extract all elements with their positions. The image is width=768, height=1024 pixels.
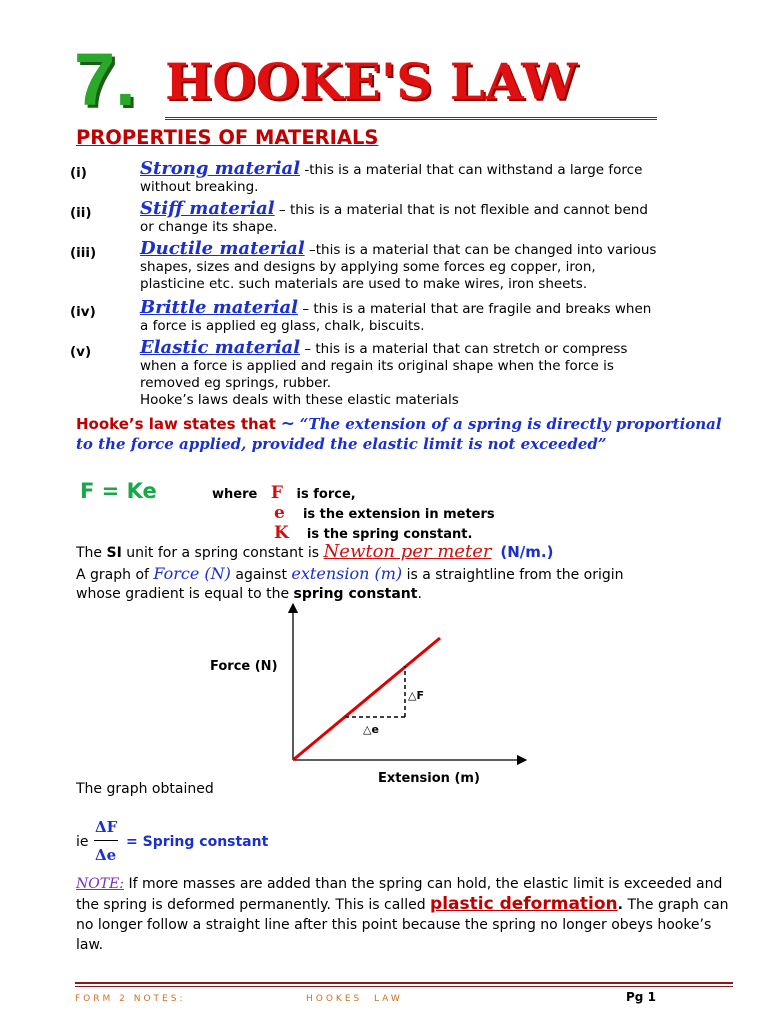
- graph-desc-line2-post: .: [417, 586, 422, 602]
- material-numeral: (iii): [70, 245, 97, 261]
- material-desc: this is a material that is not flexible and cannot bend: [289, 202, 648, 218]
- ratio-numerator: ΔF: [95, 818, 118, 836]
- x-axis-label: Extension (m): [378, 771, 480, 786]
- material-sep: –: [298, 301, 314, 317]
- fraction-bar: [94, 840, 118, 841]
- note-text1: If more masses are added than the spring can hold, the elastic limit is exceeded and the spring is deformed permanently. This is called: [76, 876, 723, 913]
- graph-desc-post: is a straightline from the origin: [402, 567, 624, 583]
- material-item: [140, 299, 730, 335]
- def-e: is the extension in meters: [302, 507, 495, 522]
- force-extension-graph: [200, 600, 530, 790]
- spring-constant-label: = Spring constant: [126, 834, 269, 850]
- section-heading: PROPERTIES OF MATERIALS: [76, 126, 379, 149]
- formula: F = Ke: [80, 479, 157, 503]
- material-sep: -: [300, 162, 310, 178]
- ie-label: ie: [76, 834, 89, 850]
- graph-desc-pre: A graph of: [76, 567, 154, 583]
- footer-center: HOOKES LAW: [306, 994, 403, 1004]
- material-term: Brittle material: [140, 297, 299, 318]
- material-sep: –: [304, 242, 316, 258]
- note-text2: The graph can no longer follow a straight line after this point because the spring no longer obeys hooke’s law.: [76, 897, 729, 953]
- material-item: [140, 339, 730, 409]
- material-numeral: (iv): [70, 304, 96, 320]
- material-numeral: (v): [70, 344, 92, 360]
- footer-rule: [75, 982, 733, 984]
- material-item: [140, 160, 730, 196]
- law-lead: Hooke’s law states that: [76, 415, 276, 433]
- tilde-symbol: ~: [280, 414, 295, 434]
- material-desc: this is a material that can stretch or compress: [315, 341, 628, 357]
- material-numeral: (ii): [70, 205, 92, 221]
- material-sep: –: [300, 341, 316, 357]
- graph-desc-line2-pre: whose gradient is equal to the: [76, 586, 294, 602]
- material-desc-line: shapes, sizes and designs by applying some forces eg copper, iron,: [140, 259, 596, 275]
- si-pre: The: [76, 545, 107, 561]
- footer-left: FORM 2 NOTES:: [75, 994, 186, 1004]
- graph-desc-line1: [76, 564, 624, 585]
- delta-f-label: △F: [408, 689, 424, 702]
- material-desc-line: without breaking.: [140, 179, 259, 195]
- material-desc-line: when a force is applied and regain its original shape when the force is: [140, 358, 614, 374]
- symbol-f: F: [270, 483, 283, 503]
- y-axis-label: Force (N): [210, 659, 278, 674]
- material-term: Elastic material: [140, 337, 301, 358]
- def-k: is the spring constant.: [306, 527, 473, 542]
- where-label: where: [212, 487, 258, 502]
- si-bold: SI: [106, 545, 122, 561]
- page-number: Pg 1: [626, 990, 656, 1004]
- material-term: Strong material: [140, 158, 301, 179]
- material-item: [140, 200, 730, 236]
- footer-rule-thin: [75, 986, 733, 987]
- material-desc-line: removed eg springs, rubber.: [140, 375, 332, 391]
- material-desc-line: or change its shape.: [140, 219, 278, 235]
- ratio-denominator: Δe: [95, 846, 117, 864]
- material-term: Ductile material: [140, 238, 305, 259]
- graph-desc-against: against: [230, 567, 292, 583]
- law-quote: “The extension of a spring is directly proportional to the force applied, provided the elastic limit is not exceeded”: [76, 415, 722, 453]
- note-label: NOTE:: [76, 876, 125, 892]
- where-row-f: [212, 483, 356, 503]
- chapter-number: 7.: [74, 38, 136, 121]
- material-term: Stiff material: [140, 198, 275, 219]
- plastic-deformation: plastic deformation: [430, 894, 618, 914]
- where-row-k: [274, 523, 472, 543]
- extension-term: extension (m): [291, 564, 403, 583]
- material-numeral: (i): [70, 165, 87, 181]
- note-paragraph: [76, 874, 736, 955]
- delta-e-label: △e: [363, 723, 379, 736]
- def-f: is force,: [296, 487, 356, 502]
- material-sep: –: [274, 202, 290, 218]
- where-row-e: [274, 503, 495, 523]
- material-desc: this is a material that can withstand a large force: [309, 162, 643, 178]
- material-desc: this is a material that can be changed into various: [315, 242, 657, 258]
- graph-obtained: The graph obtained: [76, 781, 214, 797]
- spring-constant-bold: spring constant: [293, 586, 418, 602]
- note-dot: .: [617, 897, 623, 913]
- hookes-law-statement: [76, 414, 736, 454]
- material-desc-line: plasticine etc. such materials are used to make wires, iron sheets.: [140, 276, 588, 292]
- material-desc: this is a material that are fragile and breaks when: [313, 301, 652, 317]
- si-unit-line: [76, 542, 553, 563]
- si-mid: unit for a spring constant is: [121, 545, 324, 561]
- newton-per-meter: Newton per meter: [323, 541, 492, 562]
- unit-abbr: (N/m.): [500, 543, 554, 561]
- material-desc-line: a force is applied eg glass, chalk, biscuits.: [140, 318, 425, 334]
- title-underline: [165, 117, 657, 120]
- material-item: [140, 240, 730, 293]
- symbol-e: e: [274, 503, 285, 523]
- material-desc-line: Hooke’s laws deals with these elastic materials: [140, 392, 459, 408]
- force-term: Force (N): [153, 564, 231, 583]
- symbol-k: K: [274, 523, 289, 543]
- page-title: HOOKE'S LAW: [165, 52, 578, 111]
